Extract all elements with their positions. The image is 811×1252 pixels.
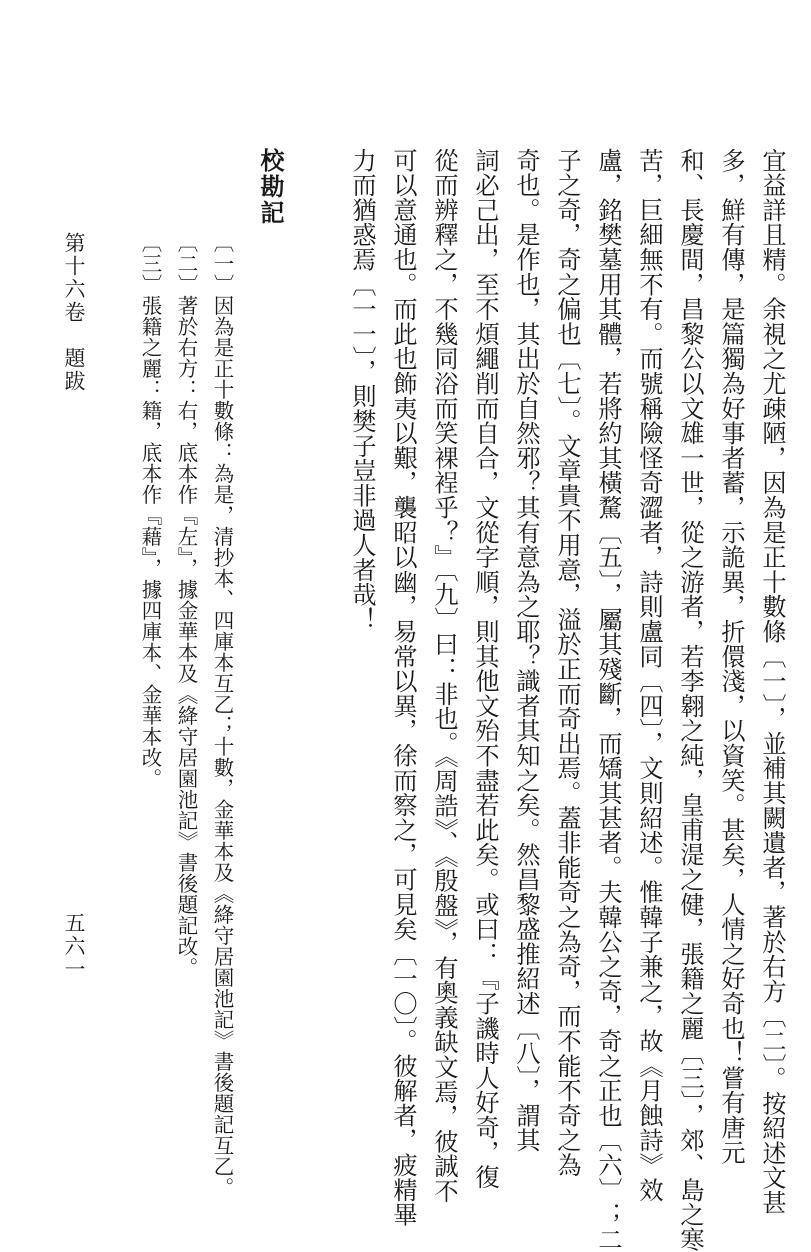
collation-title: 校勘記 bbox=[256, 148, 285, 226]
collation-note: 〔一〕因為是正十數條：為是，清抄本、四庫本互乙；十數，金華本及《絳守居園池記》書後題記互乙。 bbox=[210, 232, 234, 1198]
body-column: 盧，銘樊墓用其體，若將約其橫騖〔五〕，屬其殘斷，而矯其甚者。夫韓公之奇，奇之正也〔六〕；二 bbox=[594, 148, 622, 1252]
body-column: 宜益詳且精。余視之尤疎陋，因為是正十數條〔一〕，並補其闕遺者，著於右方〔二〕。按紹述文甚 bbox=[758, 148, 786, 1215]
page-number: 五六一 bbox=[62, 912, 86, 981]
body-column: 多，鮮有傳，是篇獨為好事者蓄，示詭異，折儇淺，以資笑。甚矣，人情之好奇也！嘗有唐元 bbox=[717, 148, 745, 1165]
body-column: 和、長慶間，昌黎公以文雄一世，從之游者，若李翱之純，皇甫湜之健，張籍之麗〔三〕，郊、島之寒 bbox=[676, 148, 704, 1252]
body-column: 力而猶惑焉〔一一〕，則樊子豈非過人者哉！ bbox=[348, 148, 376, 632]
body-column: 奇也。是作也，其出於自然邪？其有意為之耶？識者其知之矣。然昌黎盛推紹述〔八〕，謂其 bbox=[512, 148, 540, 1153]
body-column: 子之奇，奇之偏也〔七〕。文章貴不用意，溢於正而奇出焉。蓋非能奇之為奇，而不能不奇之為 bbox=[553, 148, 581, 1178]
collation-note: 〔二〕著於右方：右，底本作『左』，據金華本及《絳守居園池記》書後題記改。 bbox=[174, 232, 198, 978]
body-column: 可以意通也。而此也飾夷以艱，襲昭以幽，易常以異，徐而察之，可見矣〔一〇〕。彼解者，疲精畢 bbox=[389, 148, 417, 1228]
running-head: 第十六卷 題跋 bbox=[62, 232, 86, 393]
body-column: 詞必己出，至不煩繩削而自合，文從字順，則其他文殆不盡若此矣。或曰：『子譏時人好奇，復 bbox=[471, 148, 499, 1190]
body-column: 從而辨釋之，不幾同浴而笑裸裎乎？』〔九〕曰：非也。《周誥》、《殷盤》，有奧義缺文焉，彼誠不 bbox=[430, 148, 458, 1204]
body-column: 苦，巨細無不有。而號稱險怪奇澀者，詩則盧同〔四〕，文則紹述。惟韓子兼之，故《月蝕詩》效 bbox=[635, 148, 663, 1203]
collation-note: 〔三〕張籍之麗：籍，底本作『藉』，據四庫本、金華本改。 bbox=[138, 232, 162, 789]
